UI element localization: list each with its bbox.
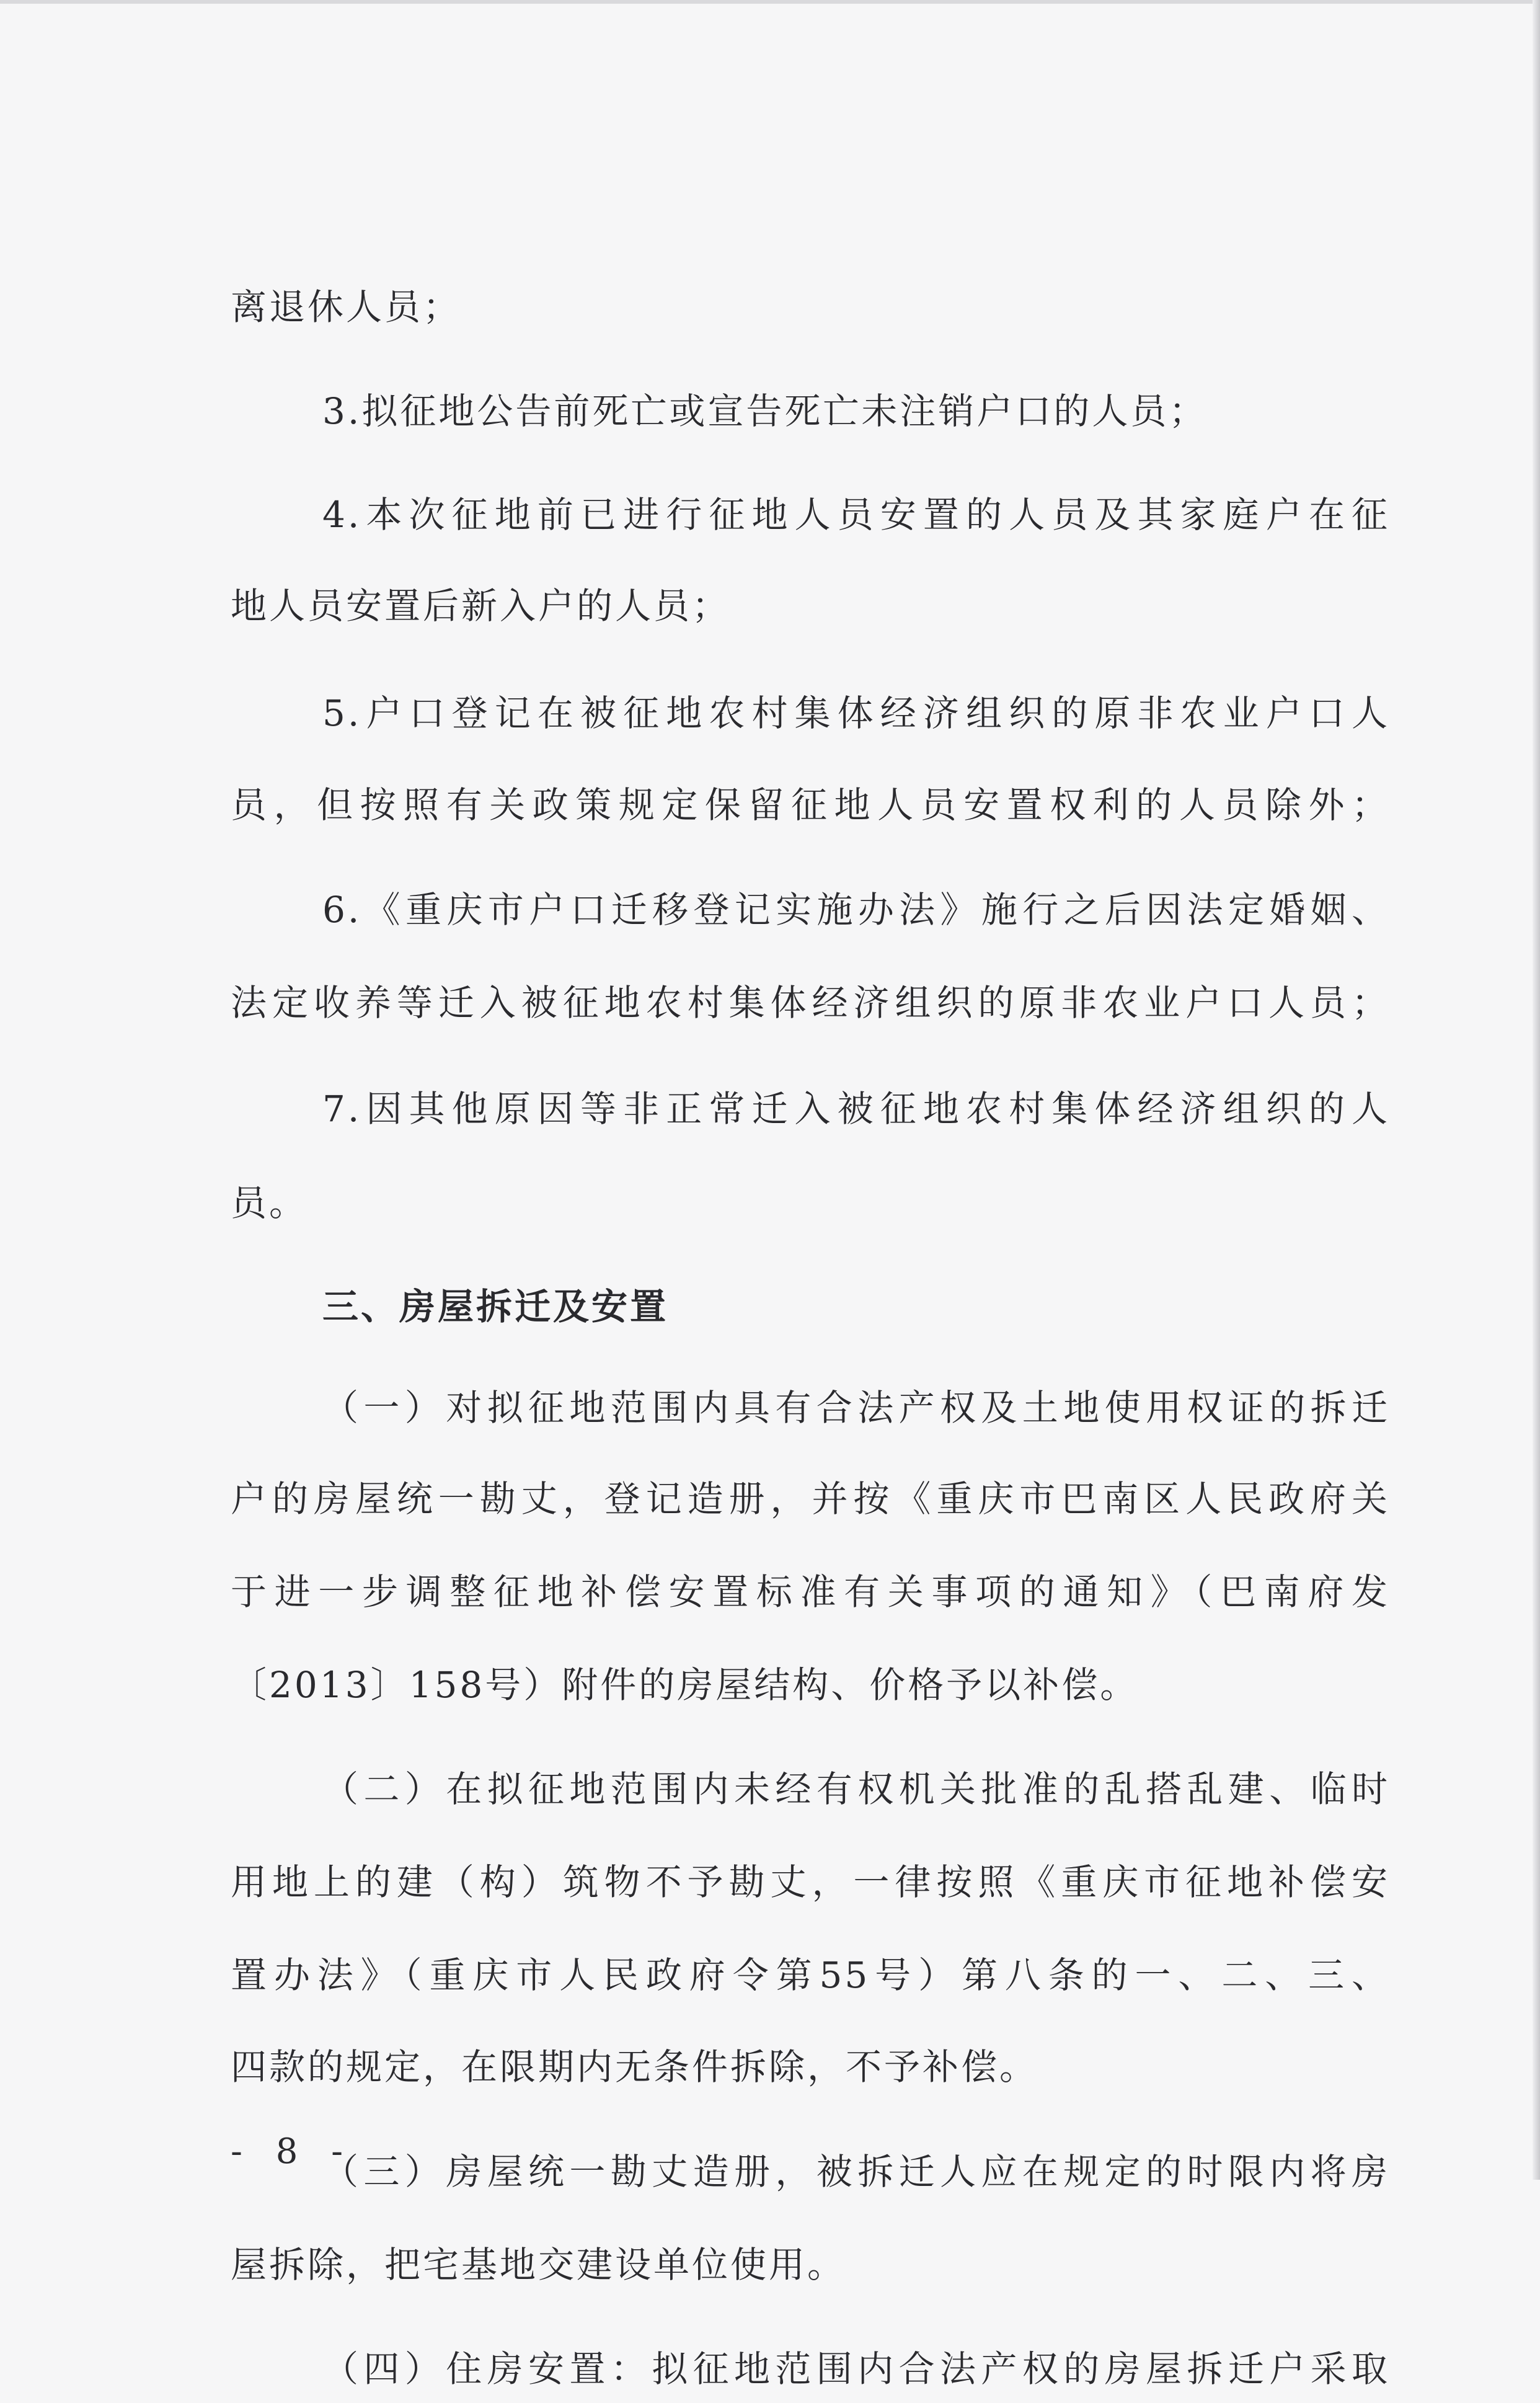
text-line: 置办法》（重庆市人民政府令第55号）第八条的一、二、三、 <box>231 1954 1390 1996</box>
text-line: 员，但按照有关政策规定保留征地人员安置权利的人员除外； <box>231 784 1390 826</box>
text-line: 用地上的建（构）筑物不予勘丈，一律按照《重庆市征地补偿安 <box>231 1861 1390 1903</box>
text-line: （二）在拟征地范围内未经有权机关批准的乱搭乱建、临时 <box>322 1768 1390 1810</box>
page-edge-right <box>1533 0 1540 2180</box>
text-line: （一）对拟征地范围内具有合法产权及土地使用权证的拆迁 <box>322 1387 1390 1429</box>
text-line: 于进一步调整征地补偿安置标准有关事项的通知》（巴南府发 <box>231 1571 1390 1613</box>
text-line: （四）住房安置：拟征地范围内合法产权的房屋拆迁户采取 <box>322 2348 1390 2390</box>
text-line: 法定收养等迁入被征地农村集体经济组织的原非农业户口人员； <box>231 982 1390 1024</box>
text-line: 屋拆除，把宅基地交建设单位使用。 <box>231 2244 846 2286</box>
text-line: 员。 <box>231 1182 308 1224</box>
page-edge-top <box>0 0 1540 4</box>
text-line: 3.拟征地公告前死亡或宣告死亡未注销户口的人员； <box>322 390 1208 432</box>
text-line: 四款的规定，在限期内无条件拆除，不予补偿。 <box>231 2046 1038 2088</box>
text-line: 〔2013〕158号）附件的房屋结构、价格予以补偿。 <box>231 1664 1139 1706</box>
section-heading: 三、房屋拆迁及安置 <box>322 1286 669 1328</box>
text-line: （三）房屋统一勘丈造册，被拆迁人应在规定的时限内将房 <box>322 2151 1390 2193</box>
page-number: - 8 - <box>231 2131 355 2172</box>
text-line: 7.因其他原因等非正常迁入被征地农村集体经济组织的人 <box>322 1088 1390 1130</box>
text-line: 离退休人员； <box>231 286 462 328</box>
text-line: 6.《重庆市户口迁移登记实施办法》施行之后因法定婚姻、 <box>322 889 1390 931</box>
text-line: 4.本次征地前已进行征地人员安置的人员及其家庭户在征 <box>322 494 1390 536</box>
text-line: 地人员安置后新入户的人员； <box>231 585 731 627</box>
text-line: 户的房屋统一勘丈，登记造册，并按《重庆市巴南区人民政府关 <box>231 1478 1390 1520</box>
text-line: 5.户口登记在被征地农村集体经济组织的原非农业户口人 <box>322 692 1390 734</box>
